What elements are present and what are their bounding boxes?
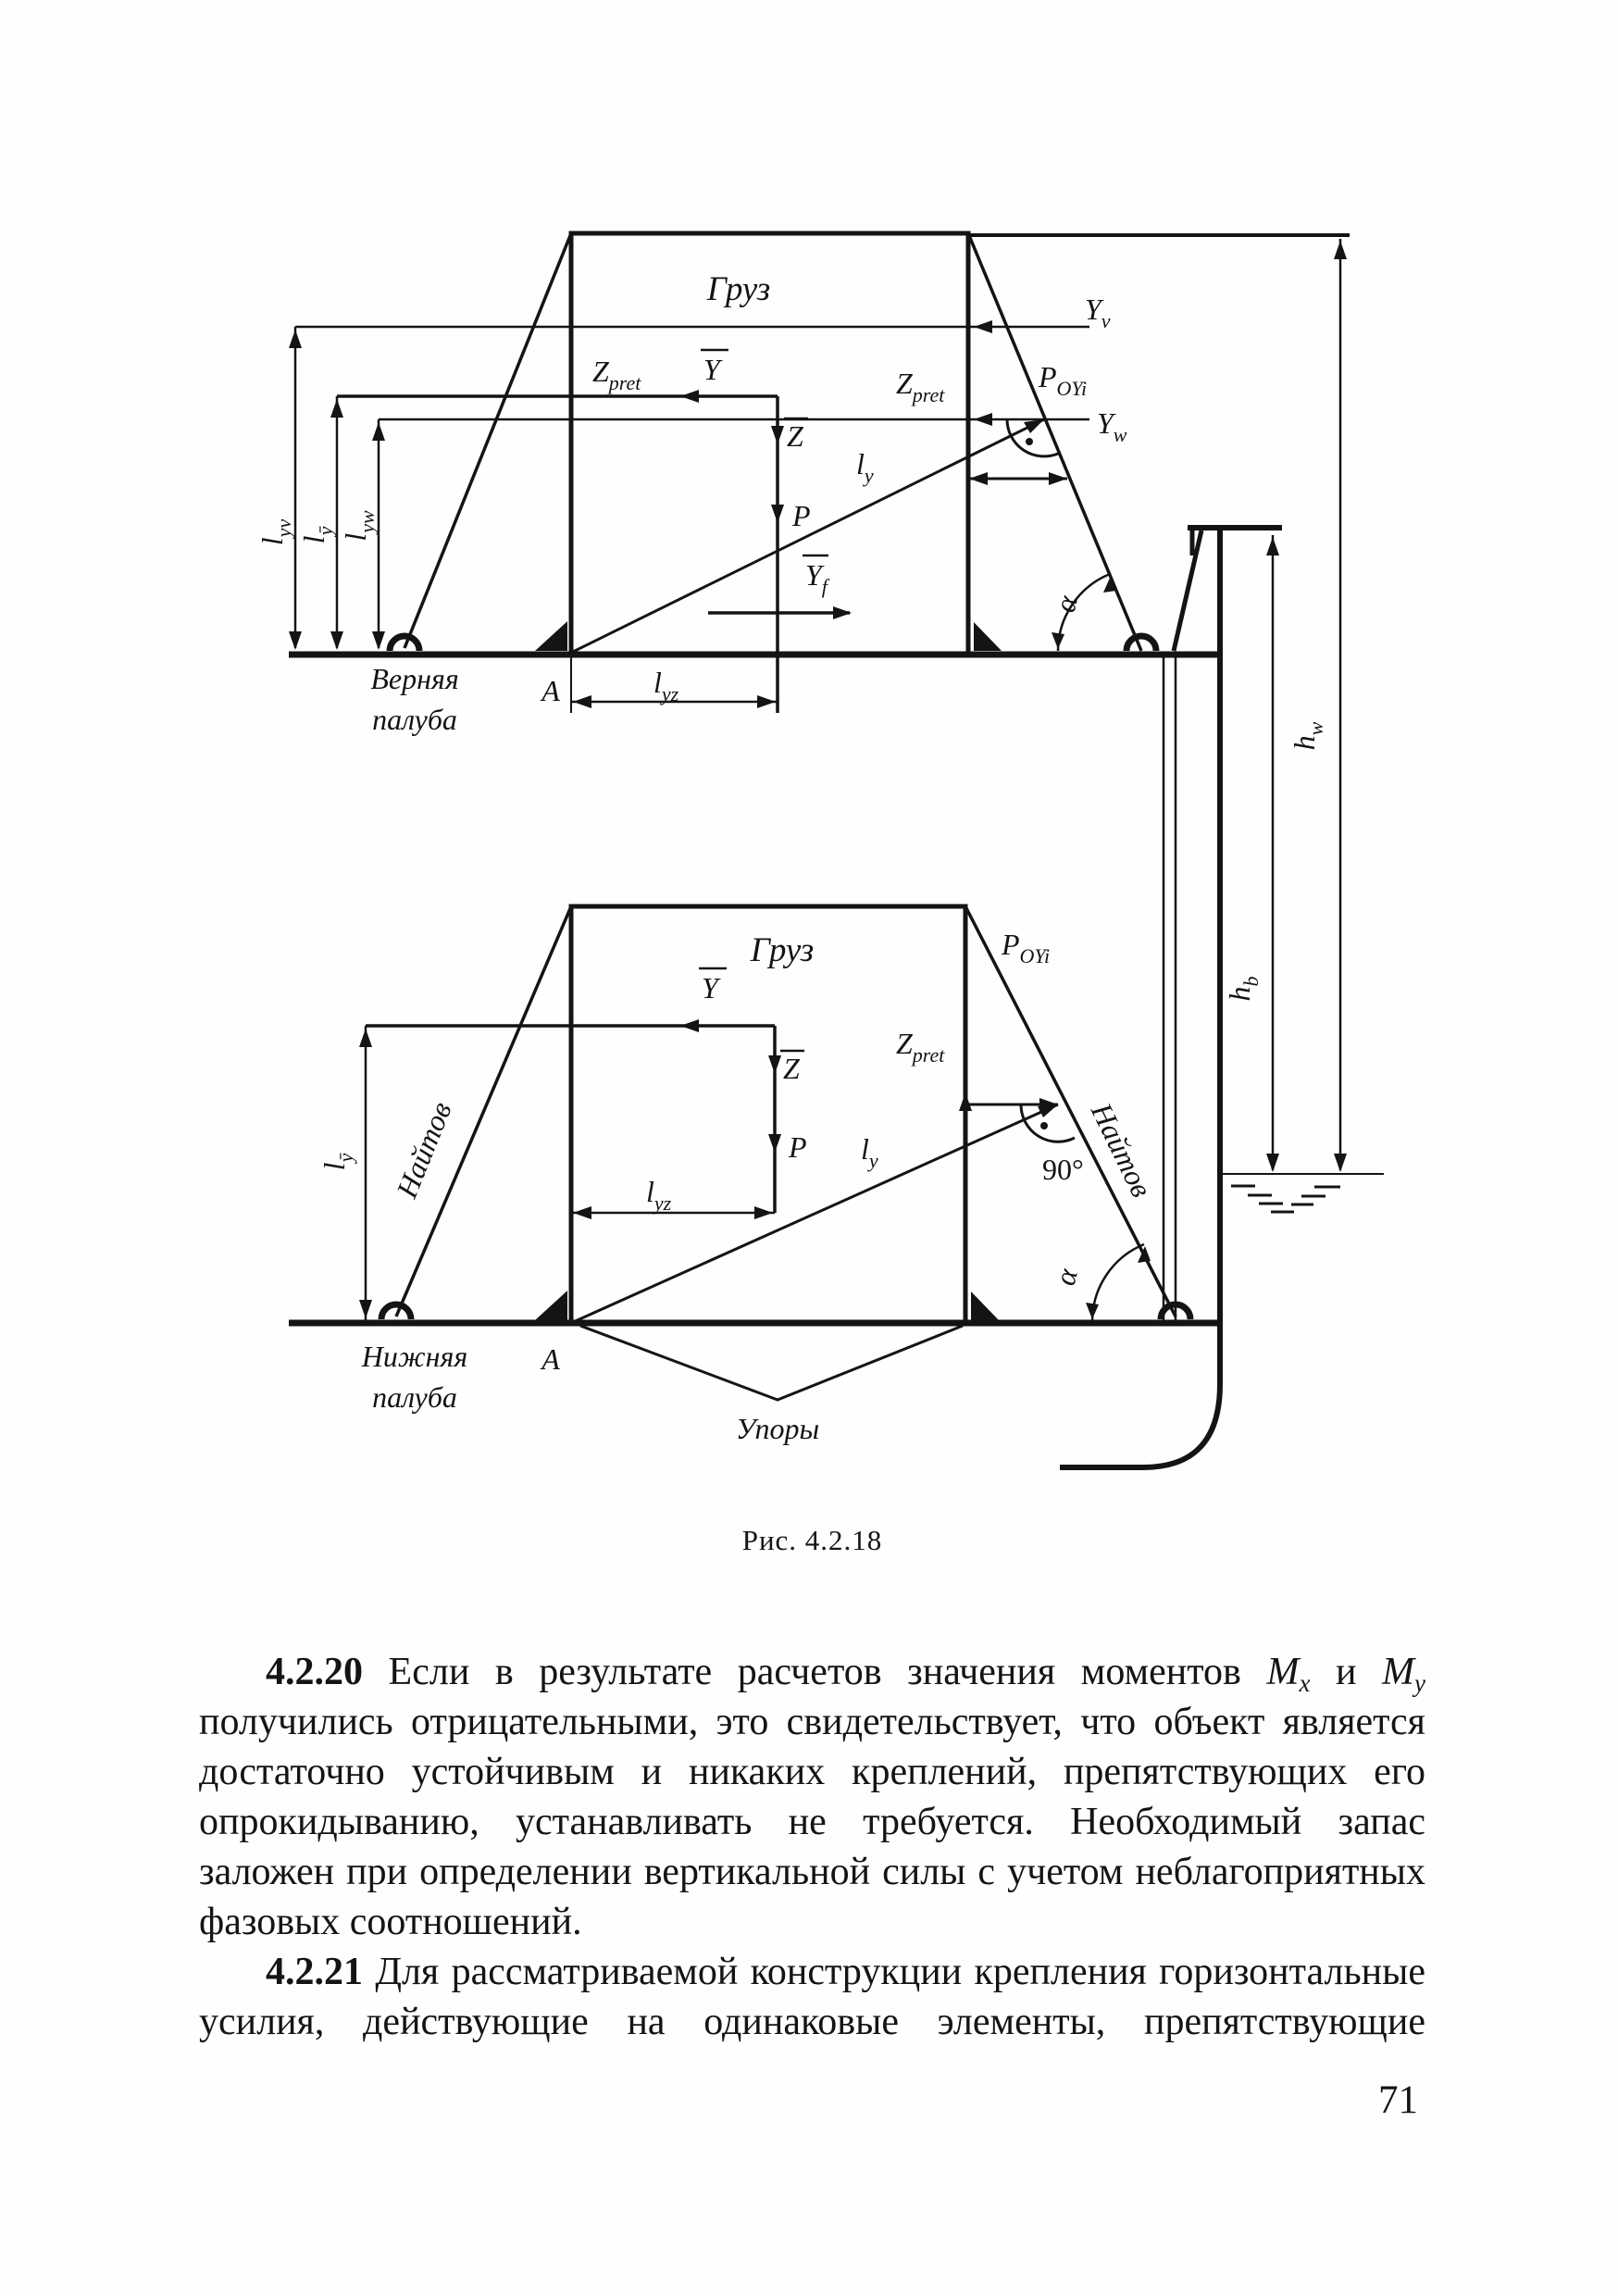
lyv-label: $l_{yv}$ [255,518,295,546]
poyi-label-lower: $P_{OYi}$ [1002,928,1051,967]
yw-label: $Y_w$ [1097,406,1127,446]
arrowheads [289,241,1347,1319]
water-dashes [1231,1186,1340,1212]
lashing-upper-left [404,233,571,648]
yf-label: $Y_f$ [805,558,828,598]
naitov-label-right: Найтов [1085,1097,1159,1203]
point-a-upper: A [541,674,560,707]
ly-diagonal-upper [571,419,1044,653]
lyz-label-lower: $l_{yz}$ [646,1175,672,1215]
lybar-label-upper: $l_ȳ$ [297,526,337,544]
zpret-label-lower: $Z_{pret}$ [896,1027,945,1067]
zpret-label-upper-left: $Z_{pret}$ [592,355,641,394]
upper-deck-name-2: палуба [372,703,457,736]
hb-label: $h_b$ [1223,976,1263,1002]
upory-bracket [580,1326,963,1400]
p-label-upper: P [792,499,811,532]
stop-upper-right [974,622,1002,651]
zbar-label-upper: Z [787,419,803,453]
alpha-label-lower: α [1047,1265,1084,1289]
lyw-label: $l_{yw}$ [339,510,379,542]
stop-upper-left [535,621,567,651]
zpret-label-upper-right: $Z_{pret}$ [896,367,945,406]
poyi-label-upper: $P_{OYi}$ [1039,360,1088,400]
para-4-2-20-line-5: заложен при определении вертикальной силы с учетом неблагоприятных [199,1851,1425,1893]
deck-eye-upper-left [390,636,419,651]
right-angle-dot-upper [1026,438,1033,445]
ybar-label-lower: Y [702,971,718,1004]
para-4-2-20-line-1: 4.2.20 Если в результате расчетов значения моментов Mx и My [266,1651,1425,1697]
stop-lower-left [535,1291,567,1320]
ly-label-upper: $l_y$ [856,447,874,487]
para-4-2-21-line-2: усилия, действующие на одинаковые элементы, препятствующие [199,2001,1425,2043]
ly-label-lower: $l_y$ [861,1132,878,1172]
para-4-2-20-line-2: получились отрицательными, это свидетельствует, что объект является [199,1701,1425,1743]
right-angle-dot-lower [1040,1122,1048,1129]
lybar-label-lower: $l_ȳ$ [317,1153,357,1171]
lower-deck-name-1: Нижняя [361,1340,468,1373]
yv-label: $Y_v$ [1085,293,1111,332]
deg90-label: 90° [1042,1153,1084,1186]
page-number: 71 [1378,2078,1418,2122]
alpha-label-upper: α [1047,592,1084,616]
stop-lower-right [971,1292,999,1320]
para-4-2-20-line-6: фазовых соотношений. [199,1901,582,1943]
ship-side-shell [1060,528,1220,1467]
cargo-label-upper: Груз [706,270,771,308]
lyz-label-upper: $l_{yz}$ [653,666,679,705]
para-4-2-20-line-4: опрокидыванию, устанавливать не требуется. Необходимый запас [199,1801,1425,1843]
lower-deck-name-2: палуба [372,1380,457,1414]
zbar-label-lower: Z [783,1052,800,1085]
upory-label: Упоры [735,1412,820,1445]
para-4-2-21-line-1: 4.2.21 Для рассматриваемой конструкции крепления горизонтальные [266,1951,1425,1993]
p-label-lower: P [789,1130,807,1164]
alpha-arc-lower [1092,1244,1144,1321]
naitov-label-left: Найтов [389,1097,458,1203]
ybar-label-upper: Y [703,353,720,386]
upper-deck-name-1: Верняя [370,662,459,695]
body-text [199,1647,1425,2047]
hw-label: $h_w$ [1288,721,1327,751]
cargo-label-lower: Груз [750,931,815,969]
bulwark-stanchion [1174,530,1201,651]
point-a-lower: A [541,1342,560,1376]
para-4-2-20-line-3: достаточно устойчивым и никаких креплений, препятствующих его [199,1751,1425,1793]
figure-caption: Рис. 4.2.18 [741,1524,883,1556]
deck-eye-lower-left [381,1304,411,1319]
